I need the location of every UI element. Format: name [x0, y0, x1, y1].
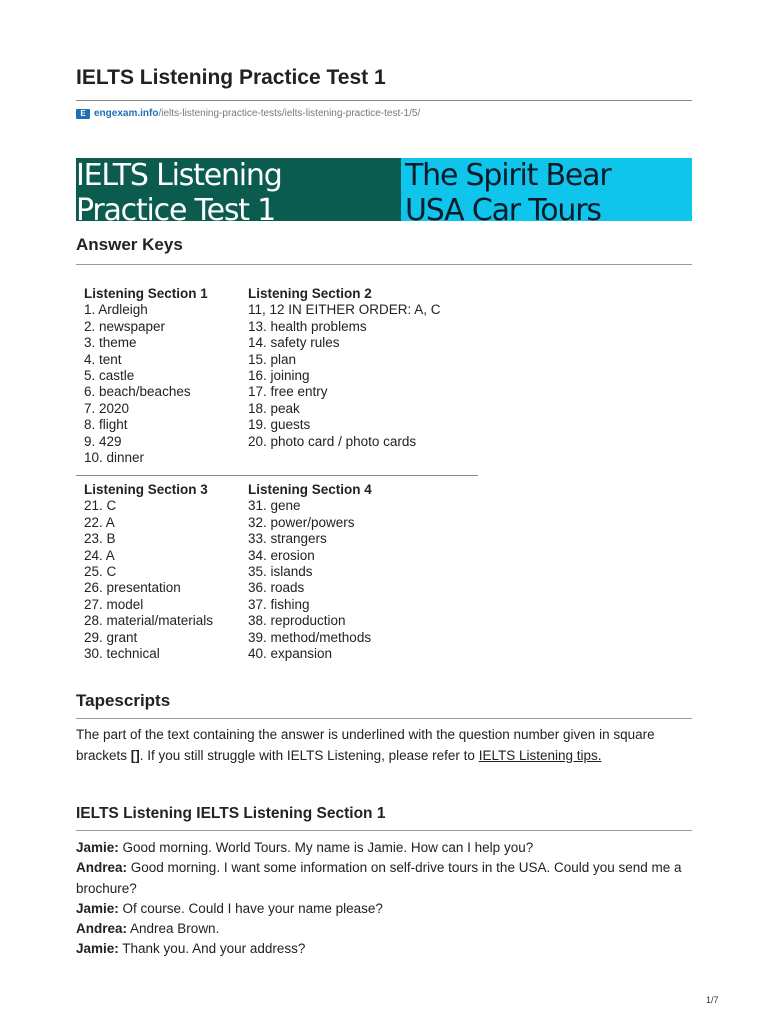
- answer-item: 27. model: [84, 596, 144, 612]
- banner-left-line2: Practice Test 1: [76, 193, 276, 228]
- answer-section-1: [84, 286, 208, 466]
- answer-item: 17. free entry: [248, 384, 328, 400]
- answer-item: 28. material/materials: [84, 613, 214, 629]
- banner-left-panel: [76, 158, 401, 228]
- speaker-name: Jamie:: [76, 941, 119, 957]
- section-title: Listening Section 4: [248, 482, 372, 497]
- answer-item: 19. guests: [248, 417, 311, 433]
- answer-item: 30. technical: [84, 646, 160, 662]
- answer-item: 26. presentation: [84, 580, 181, 596]
- banner-left-line1: IELTS Listening: [76, 158, 282, 193]
- answer-item: 11, 12 IN EITHER ORDER: A, C: [248, 302, 441, 318]
- title-banner: [76, 158, 692, 228]
- answer-item: 25. C: [84, 564, 117, 580]
- answer-item: 23. B: [84, 531, 116, 547]
- speaker-name: Andrea:: [76, 860, 128, 876]
- answer-item: 33. strangers: [248, 531, 327, 547]
- speaker-name: Andrea:: [76, 921, 128, 937]
- dialog-line: [76, 939, 692, 959]
- section-title: Listening Section 1: [84, 286, 208, 301]
- banner-right-line1: The Spirit Bear: [405, 158, 611, 193]
- dialog-text: Good morning. I want some information on self-drive tours in the USA. Could you send me a brochure?: [76, 860, 682, 896]
- answer-keys-heading: Answer Keys: [76, 235, 183, 254]
- ielts-listening-tips-link[interactable]: IELTS Listening tips.: [478, 747, 602, 763]
- speaker-name: Jamie:: [76, 900, 119, 916]
- section-title: Listening Section 3: [84, 482, 208, 497]
- banner-right-panel: [401, 158, 692, 228]
- dialog-text: Andrea Brown.: [127, 921, 220, 937]
- answer-item: 18. peak: [248, 400, 300, 416]
- speaker-name: Jamie:: [76, 840, 119, 855]
- answer-section-2: [248, 286, 441, 450]
- source-domain[interactable]: engexam.info: [94, 108, 159, 119]
- answer-item: 7. 2020: [84, 400, 130, 416]
- banner-right-line2: USA Car Tours: [405, 193, 601, 228]
- answer-section-3: [84, 482, 213, 662]
- answer-item: 34. erosion: [248, 547, 315, 563]
- answer-item: 31. gene: [248, 498, 301, 514]
- bracket-glyph: []: [130, 747, 140, 763]
- dialog-line: [76, 838, 692, 858]
- answer-item: 38. reproduction: [248, 613, 346, 629]
- answer-keys-divider: [76, 264, 692, 265]
- dialog-line: [76, 919, 692, 939]
- answer-item: 35. islands: [248, 564, 313, 580]
- answer-item: 3. theme: [84, 335, 137, 351]
- answer-item: 40. expansion: [248, 646, 333, 662]
- answer-item: 8. flight: [84, 417, 128, 433]
- tapescripts-intro: [76, 725, 692, 766]
- answer-item: 32. power/powers: [248, 514, 355, 530]
- engexam-logo-icon: E: [76, 109, 90, 119]
- page-number: 1/7: [706, 995, 719, 1005]
- answer-item: 37. fishing: [248, 596, 310, 612]
- answer-section-4: [248, 482, 372, 662]
- page-title: IELTS Listening Practice Test 1: [76, 66, 386, 89]
- dialog-text: Good morning. World Tours. My name is Jamie. How can I help you?: [118, 840, 534, 855]
- answer-item: 4. tent: [84, 351, 122, 367]
- intro-text: The part of the text containing the answer is underlined with the question number given in square brackets: [76, 727, 655, 763]
- source-path[interactable]: /ielts-listening-practice-tests/ielts-listening-practice-test-1/5/: [158, 108, 421, 119]
- intro-text: . If you still struggle with IELTS Listening, please refer to: [139, 747, 479, 763]
- answer-item: 36. roads: [248, 580, 305, 596]
- tapescript-dialog: [76, 838, 692, 960]
- answer-table-divider: [76, 475, 478, 476]
- tapescripts-divider: [76, 718, 692, 719]
- section-1-heading: IELTS Listening IELTS Listening Section 1: [76, 805, 386, 822]
- answer-item: 6. beach/beaches: [84, 384, 191, 400]
- answer-item: 15. plan: [248, 351, 297, 367]
- section-title: Listening Section 2: [248, 286, 372, 301]
- answer-item: 20. photo card / photo cards: [248, 433, 417, 449]
- answer-item: 9. 429: [84, 433, 122, 449]
- dialog-text: Of course. Could I have your name please?: [118, 900, 383, 916]
- title-divider: [76, 100, 692, 101]
- dialog-text: Thank you. And your address?: [118, 941, 306, 957]
- section-1-divider: [76, 830, 692, 831]
- tapescripts-heading: Tapescripts: [76, 691, 171, 710]
- answer-item: 10. dinner: [84, 450, 145, 466]
- answer-item: 24. A: [84, 547, 115, 563]
- answer-item: 2. newspaper: [84, 318, 166, 334]
- dialog-line: [76, 858, 692, 899]
- answer-item: 5. castle: [84, 368, 135, 384]
- answer-item: 14. safety rules: [248, 335, 340, 351]
- answer-item: 16. joining: [248, 368, 310, 384]
- answer-item: 1. Ardleigh: [84, 302, 148, 318]
- source-url[interactable]: [76, 108, 420, 119]
- answer-item: 22. A: [84, 514, 115, 530]
- answer-item: 13. health problems: [248, 318, 367, 334]
- answer-item: 39. method/methods: [248, 629, 372, 645]
- answer-item: 29. grant: [84, 629, 138, 645]
- dialog-line: [76, 899, 692, 919]
- answer-item: 21. C: [84, 498, 117, 514]
